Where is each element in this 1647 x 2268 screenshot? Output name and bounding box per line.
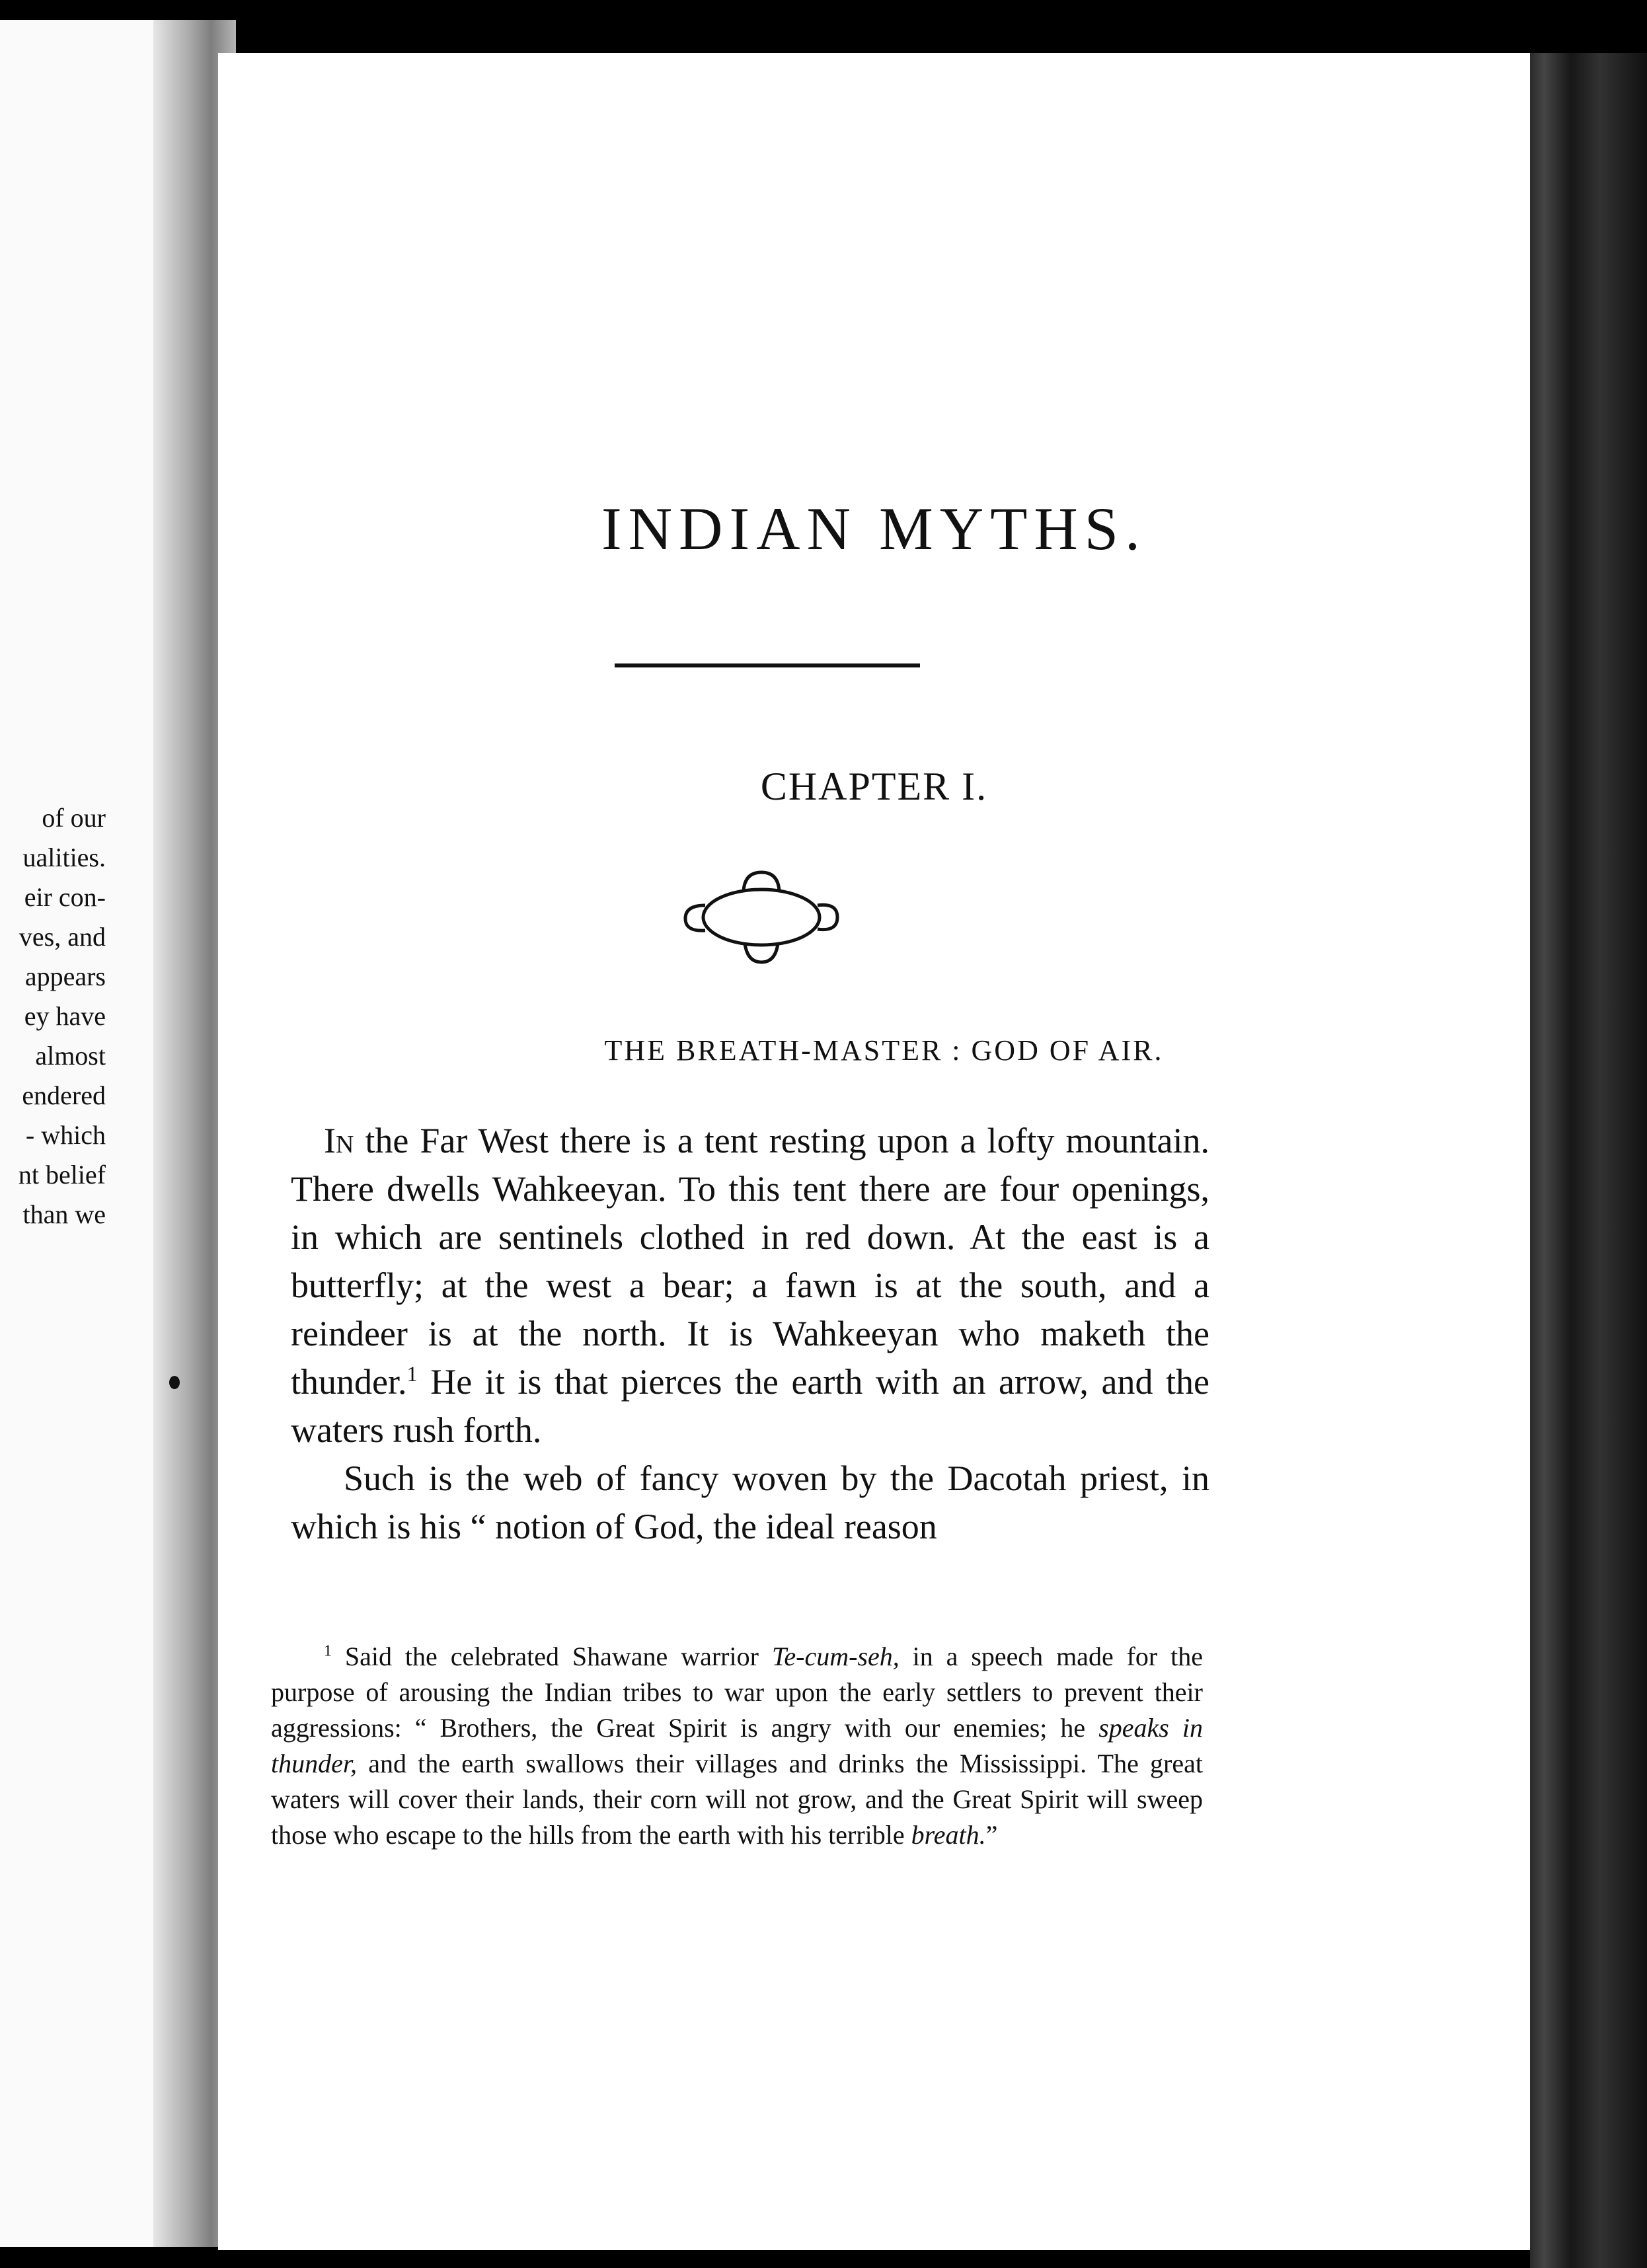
- footnote-name: Te-cum-seh,: [771, 1642, 900, 1671]
- left-line-2: ualities.: [22, 843, 106, 872]
- left-line-3: eir con-: [24, 882, 106, 912]
- title-rule: [615, 663, 920, 667]
- footnote-ref: 1: [406, 1363, 418, 1386]
- footnote-phrase: speaks in thunder,: [271, 1713, 1203, 1778]
- left-line-4: ves, and: [19, 922, 106, 952]
- left-line-7: almost: [35, 1041, 106, 1071]
- left-page: [0, 20, 153, 2247]
- paragraph-2: Such is the web of fancy woven by the Dacotah priest, in which is his “ notion of God, the ideal reason: [291, 1458, 1209, 1546]
- page-title: INDIAN MYTHS.: [601, 495, 1147, 562]
- left-line-6: ey have: [24, 1001, 106, 1031]
- left-line-1: of our: [42, 803, 106, 833]
- footnote-breath: breath.: [911, 1820, 986, 1850]
- footnote-part-3: and the earth swallows their villages and drinks the Mississippi. The great waters will cover their lands, their corn will not grow, and the Great Spirit will sweep those who escape to the hills from the earth with his terrible: [271, 1749, 1203, 1850]
- body-text: [291, 1117, 1209, 1551]
- left-line-8: endered: [22, 1080, 106, 1110]
- left-line-5: appears: [24, 962, 106, 991]
- section-heading: THE BREATH-MASTER : GOD OF AIR.: [604, 1034, 1164, 1067]
- paragraph-1-tail: He it is that pierces the earth with an arrow, and the waters rush forth.: [291, 1362, 1209, 1450]
- drop-cap: In: [324, 1121, 354, 1160]
- footnote-part-2: in a speech made for the purpose of arousing the Indian tribes to war upon the early settlers to prevent their aggressions: “ Brothers, the Great Spirit is angry with our enemies; he: [271, 1642, 1204, 1743]
- paragraph-1: [291, 1117, 1209, 1455]
- ink-dot: [169, 1376, 180, 1389]
- left-line-9: - which: [25, 1120, 106, 1150]
- book-spine: [1530, 53, 1647, 2268]
- footnote-part-1: Said the celebrated Shawane warrior: [332, 1642, 772, 1671]
- footnote: [271, 1639, 1203, 1853]
- footnote-marker: 1: [324, 1642, 332, 1660]
- chapter-heading: CHAPTER I.: [760, 765, 988, 808]
- ornament-icon: [671, 864, 853, 970]
- footnote-close-quote: ”: [985, 1820, 998, 1850]
- footnote-text: [271, 1639, 1203, 1853]
- left-line-11: than we: [22, 1199, 106, 1229]
- paragraph-1-text: the Far West there is a tent resting upon a lofty mountain. There dwells Wahkeeyan. To this tent there are four openings, in which are sentinels clothed in red down. At the east is a butterfly; at the west a bear; a fawn is at the south, and a reindeer is at the north. It is Wahkeeyan who maketh the thunder.: [291, 1121, 1209, 1402]
- left-line-10: nt belief: [18, 1160, 106, 1190]
